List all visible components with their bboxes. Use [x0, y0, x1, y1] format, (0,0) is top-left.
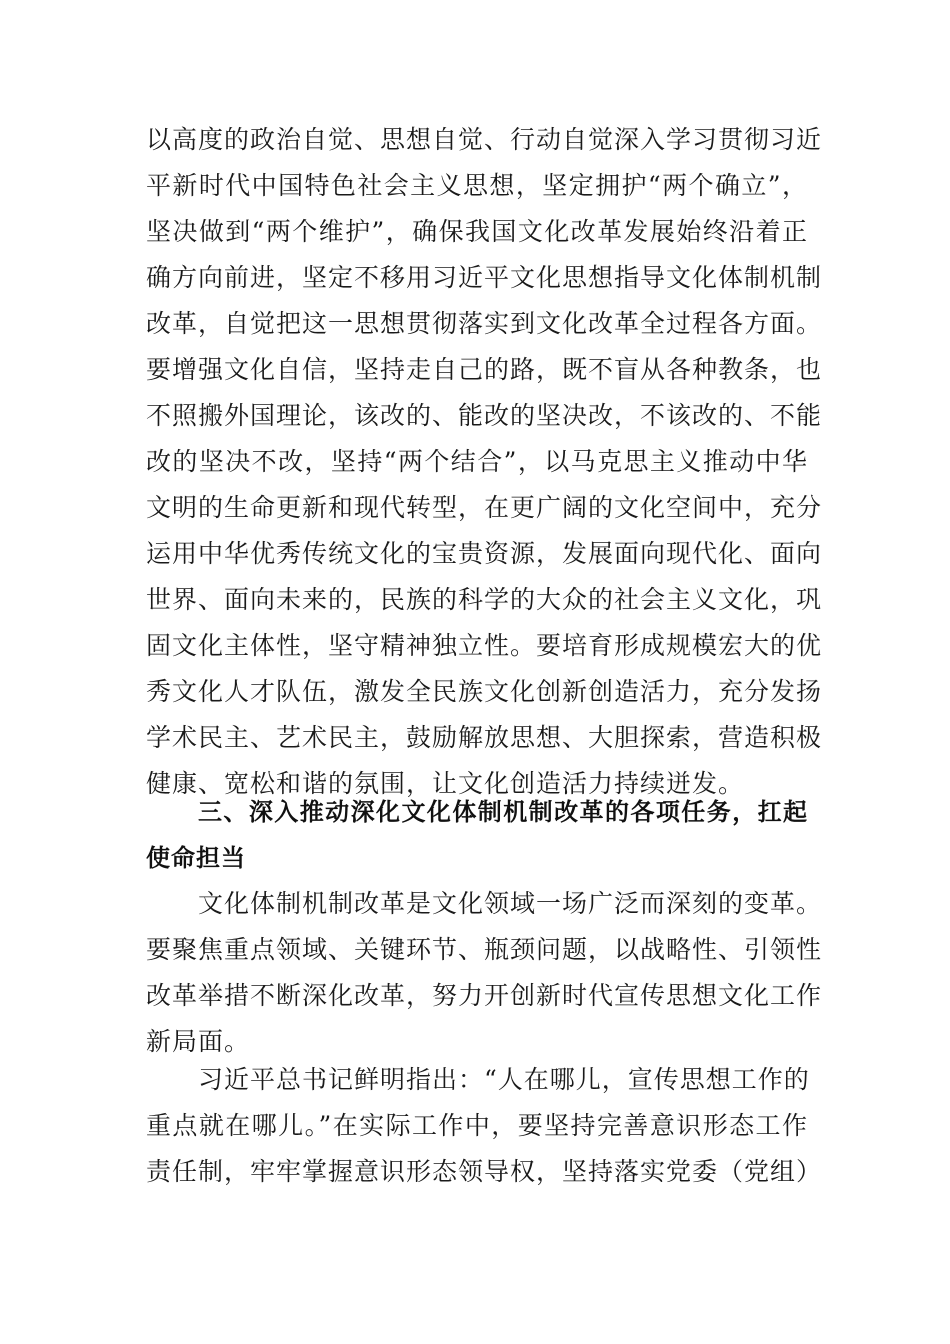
text-line: 改的坚决不改，坚持“两个结合”，以马克思主义推动中华: [146, 447, 808, 476]
text-line: 新局面。: [146, 1027, 251, 1056]
text-line: 改革举措不断深化改革，努力开创新时代宣传思想文化工作: [146, 981, 823, 1010]
heading-line: 使命担当: [146, 844, 246, 872]
text-line: 学术民主、艺术民主，鼓励解放思想、大胆探索，营造积极: [146, 723, 823, 752]
text-line: 要增强文化自信，坚持走自己的路，既不盲从各种教条，也: [146, 355, 823, 384]
text-line: 确方向前进，坚定不移用习近平文化思想指导文化体制机制: [146, 263, 823, 292]
paragraph-ideology-culture: [146, 117, 823, 807]
text-line: 习近平总书记鲜明指出：“人在哪儿，宣传思想工作的: [198, 1065, 810, 1094]
heading-line: 三、深入推动深化文化体制机制改革的各项任务，扛起: [198, 798, 808, 826]
text-line: 文化体制机制改革是文化领域一场广泛而深刻的变革。: [198, 889, 823, 918]
text-line: 重点就在哪儿。”在实际工作中，要坚持完善意识形态工作: [146, 1111, 808, 1140]
text-line: 固文化主体性，坚守精神独立性。要培育形成规模宏大的优: [146, 631, 823, 660]
text-line: 健康、宽松和谐的氛围，让文化创造活力持续迸发。: [146, 769, 745, 798]
text-line: 以高度的政治自觉、思想自觉、行动自觉深入学习贯彻习近: [146, 125, 823, 154]
text-line: 秀文化人才队伍，激发全民族文化创新创造活力，充分发扬: [146, 677, 823, 706]
text-line: 不照搬外国理论，该改的、能改的坚决改，不该改的、不能: [146, 401, 823, 430]
text-line: 世界、面向未来的，民族的科学的大众的社会主义文化，巩: [146, 585, 823, 614]
text-line: 要聚焦重点领域、关键环节、瓶颈问题，以战略性、引领性: [146, 935, 823, 964]
text-line: 运用中华优秀传统文化的宝贵资源，发展面向现代化、面向: [146, 539, 823, 568]
section-heading: [146, 789, 808, 881]
text-line: 平新时代中国特色社会主义思想，坚定拥护“两个确立”，: [146, 171, 808, 200]
text-line: 坚决做到“两个维护”，确保我国文化改革发展始终沿着正: [146, 217, 808, 246]
paragraph-propaganda-work: [146, 1057, 823, 1195]
paragraph-reform-overview: [146, 881, 823, 1065]
text-line: 责任制，牢牢掌握意识形态领导权，坚持落实党委（党组）: [146, 1157, 823, 1186]
text-line: 文明的生命更新和现代转型，在更广阔的文化空间中，充分: [146, 493, 823, 522]
text-line: 改革，自觉把这一思想贯彻落实到文化改革全过程各方面。: [146, 309, 823, 338]
